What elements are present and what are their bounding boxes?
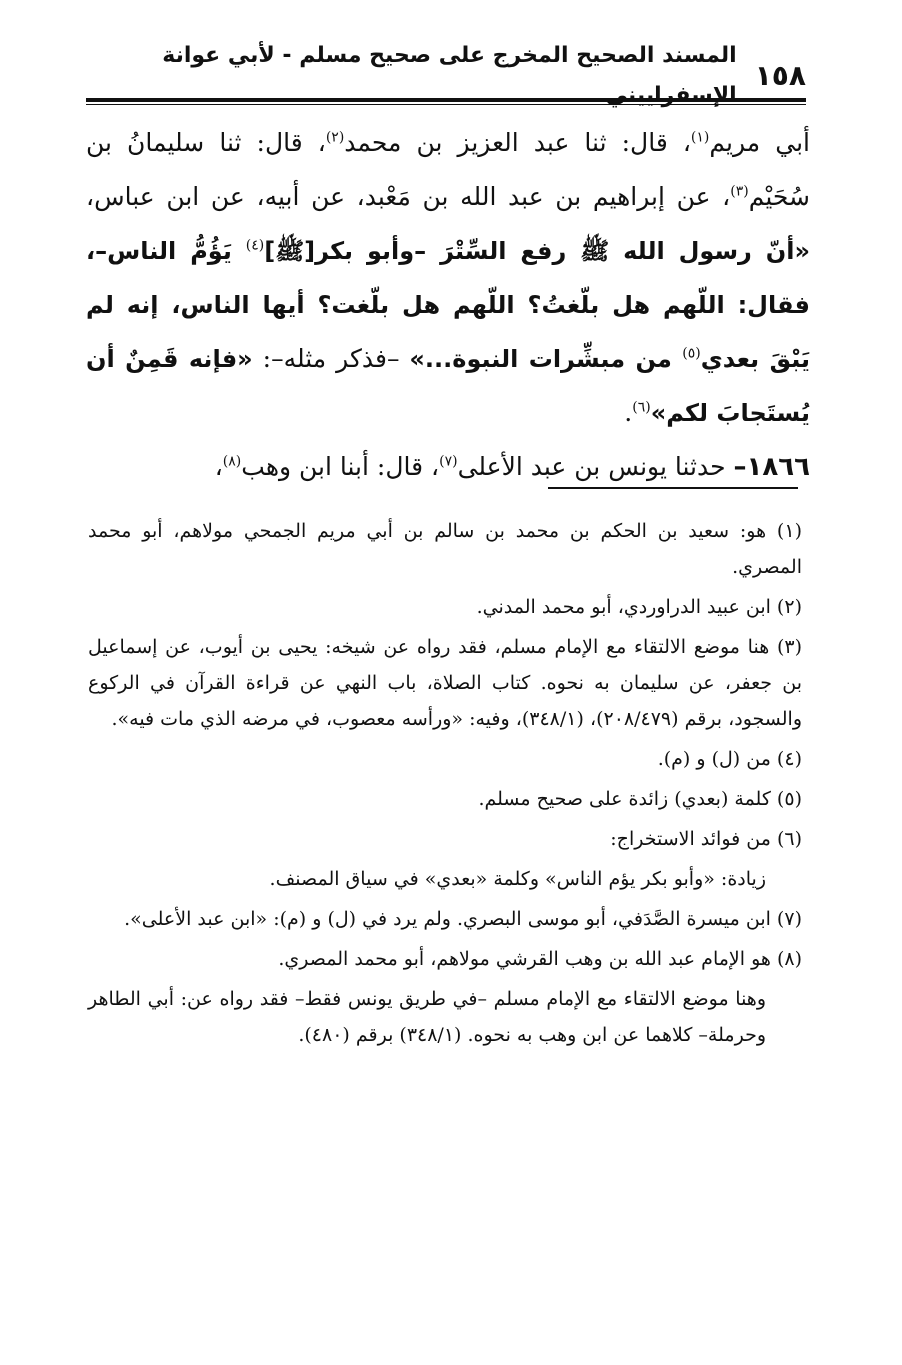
- text-segment: –فذكر مثله–:: [252, 344, 410, 373]
- running-title: المسند الصحيح المخرج على صحيح مسلم - لأبي عوانة الإسفراييني: [162, 43, 737, 108]
- text-segment: ، قال: ثنا سليمانُ بن سُحَيْم: [86, 128, 810, 211]
- footnote-ref: (٦): [632, 399, 651, 416]
- page-number: ١٥٨: [754, 59, 806, 92]
- hadith-matn: من مبشِّرات النبوة...»: [409, 345, 683, 373]
- text-segment: .: [624, 398, 633, 427]
- footnote: (٢) ابن عبيد الدراوردي، أبو محمد المدني.: [476, 596, 802, 618]
- footnote-separator: [548, 487, 798, 489]
- footnote-ref: (٢): [325, 129, 345, 146]
- footnote-ref: (٨): [222, 453, 242, 470]
- page-header: [86, 43, 806, 108]
- hadith-matn: «فإنه قَمِنٌ أن يُستَجابَ لكم»: [86, 345, 810, 427]
- footnotes: [88, 513, 802, 1057]
- footnote: (٦) من فوائد الاستخراج:: [610, 828, 802, 850]
- main-text: [86, 116, 810, 494]
- footnote: (٣) هنا موضع الالتقاء مع الإمام مسلم، فقد رواه عن شيخه: يحيى بن أيوب، عن إسماعيل بن جعفر، عن سليمان به نحوه. كتاب الصلاة، باب النهي عن قراءة القرآن في الركوع والسجود، برقم (٢٠٨/٤٧٩)، (٣٤٨/١)، وفيه: «ورأسه معصوب، في مرضه الذي مات فيه».: [88, 636, 802, 730]
- text-segment: أبي مريم: [709, 128, 810, 157]
- header-rule: [86, 98, 806, 105]
- text-segment: ، قال: ثنا عبد العزيز بن محمد: [344, 128, 691, 157]
- footnote-continuation: زيادة: «وأبو بكر يؤم الناس» وكلمة «بعدي» في سياق المصنف.: [269, 868, 766, 890]
- text-segment: حدثنا يونس بن عبد الأعلى: [457, 452, 734, 481]
- footnote: (١) هو: سعيد بن الحكم بن محمد بن سالم بن أبي مريم الجمحي مولاهم، أبو محمد المصري.: [88, 520, 802, 578]
- footnote-ref: (٥): [682, 345, 701, 362]
- footnote-ref: (٣): [730, 183, 749, 200]
- footnote: (٨) هو الإمام عبد الله بن وهب القرشي مولاهم، أبو محمد المصري.: [278, 948, 802, 970]
- footnote-ref: (٤): [245, 237, 265, 254]
- hadith-number: ١٨٦٦–: [733, 452, 810, 482]
- text-segment: ، عن إبراهيم بن عبد الله بن مَعْبد، عن أبيه، عن ابن عباس،: [86, 182, 731, 211]
- footnote-ref: (١): [690, 129, 710, 146]
- hadith-matn: «أنّ رسول الله ﷺ رفع السِّتْرَ –وأبو بكر[ﷺ]: [264, 237, 811, 265]
- hadith-paragraph: [86, 440, 810, 494]
- footnote-continuation: وهنا موضع الالتقاء مع الإمام مسلم –في طريق يونس فقط– فقد رواه عن: أبي الطاهر وحرملة– كلاهما عن ابن وهب به نحوه. (٣٤٨/١) برقم (٤٨٠).: [88, 988, 766, 1046]
- text-segment: ،: [214, 452, 223, 481]
- footnote: (٧) ابن ميسرة الصَّدَفي، أبو موسى البصري. ولم يرد في (ل) و (م): «ابن عبد الأعلى».: [124, 908, 802, 930]
- hadith-paragraph: [86, 116, 810, 440]
- footnote: (٤) من (ل) و (م).: [657, 748, 802, 770]
- hadith-matn: يَؤُمُّ الناس–، فقال: اللّهم هل بلّغتُ؟ اللّهم هل بلّغت؟ أيها الناس، إنه لم يَبْقَ بعدي: [86, 237, 811, 373]
- footnote: (٥) كلمة (بعدي) زائدة على صحيح مسلم.: [478, 788, 802, 810]
- footnote-ref: (٧): [439, 453, 458, 470]
- text-segment: ، قال: أبنا ابن وهب: [241, 452, 440, 481]
